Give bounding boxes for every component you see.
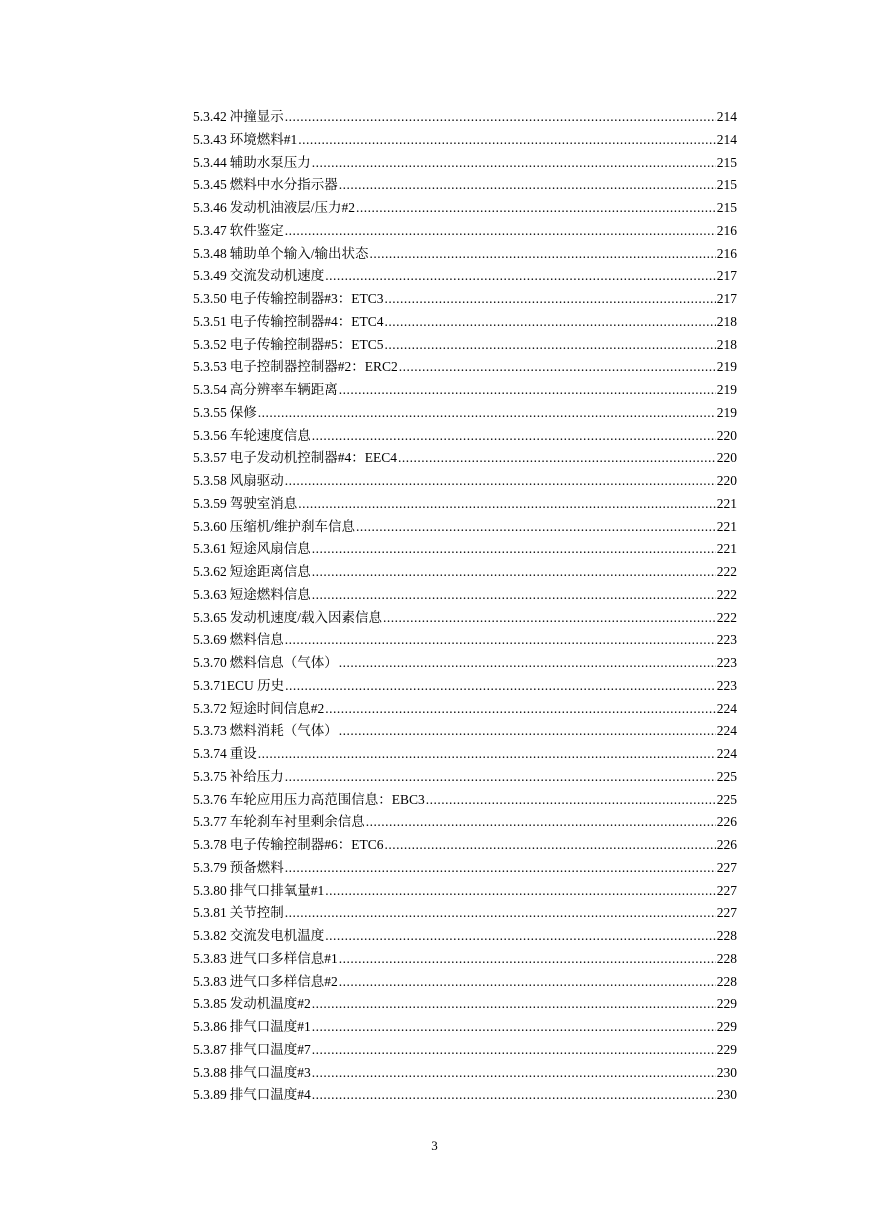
toc-dot-leader [285,857,716,880]
toc-entry-title: 排气口温度#3 [229,1064,311,1080]
toc-entry[interactable] [193,834,737,857]
toc-entry-title: 车轮刹车衬里剩余信息 [229,814,365,830]
toc-entry-page: 223 [716,677,737,693]
toc-entry[interactable] [193,379,737,402]
toc-dot-leader [312,1062,716,1085]
toc-entry-title: 进气口多样信息#1 [229,950,338,966]
toc-entry[interactable] [193,971,737,994]
toc-entry-page: 219 [716,359,737,375]
toc-entry-number: 5.3.51 [193,313,227,329]
toc-entry-number: 5.3.53 [193,359,227,375]
toc-entry[interactable] [193,243,737,266]
toc-entry-page: 222 [716,564,737,579]
toc-entry-number: 5.3.87 [193,1041,227,1057]
toc-dot-leader [285,106,716,129]
toc-entry[interactable] [193,425,737,448]
toc-entry-number: 5.3.80 [193,882,227,898]
toc-entry-page: 221 [716,495,737,511]
toc-dot-leader [298,493,716,516]
toc-entry-number: 5.3.83 [193,950,227,966]
toc-entry-number: 5.3.72 [193,700,227,716]
toc-entry-number: 5.3.57 [193,450,227,466]
toc-dot-leader [325,698,716,721]
toc-entry-title: 燃料信息（气体） [229,655,338,670]
toc-entry[interactable] [193,447,737,470]
toc-entry-title: 高分辨率车辆距离 [229,382,338,397]
toc-entry-page: 226 [716,837,737,852]
toc-entry[interactable] [193,948,737,971]
toc-entry[interactable] [193,174,737,197]
toc-entry-title: 驾驶室消息 [229,495,298,511]
toc-entry-title: 环境燃料#1 [229,131,298,147]
toc-entry-title: 车轮速度信息 [229,427,311,443]
toc-dot-leader [398,447,716,470]
toc-entry-title: 交流发电机温度 [229,928,325,943]
toc-dot-leader [312,538,716,561]
toc-entry-title: 电子传输控制器#3：ETC3 [229,291,384,306]
toc-entry[interactable] [193,766,737,789]
toc-entry-number: 5.3.61 [193,541,227,557]
toc-entry-page: 216 [716,245,737,261]
toc-entry-page: 223 [716,655,737,670]
toc-entry-title: 排气口排氧量#1 [229,882,325,898]
toc-dot-leader [339,948,716,971]
toc-entry-page: 214 [716,109,737,124]
toc-entry-page: 225 [716,768,737,784]
toc-entry-title: 软件鉴定 [229,222,284,238]
toc-entry[interactable] [193,720,737,743]
toc-dot-leader [312,1084,716,1107]
toc-dot-leader [312,993,716,1016]
toc-entry[interactable] [193,334,737,357]
toc-entry[interactable] [193,789,737,812]
toc-entry-page: 226 [716,814,737,830]
toc-entry-number: 5.3.48 [193,245,227,261]
toc-entry[interactable] [193,652,737,675]
toc-entry-page: 215 [716,154,737,170]
toc-entry-number: 5.3.81 [193,905,227,921]
toc-dot-leader [339,720,716,743]
toc-entry-page: 224 [716,746,737,761]
toc-entry-title: ECU 历史 [226,677,285,693]
toc-entry-number: 5.3.74 [193,746,227,761]
toc-entry[interactable] [193,152,737,175]
toc-entry[interactable] [193,811,737,834]
toc-entry[interactable] [193,516,737,539]
toc-entry-number: 5.3.69 [193,632,227,648]
toc-entry[interactable] [193,402,737,425]
toc-entry-number: 5.3.71 [193,677,227,693]
toc-entry-title: 补给压力 [229,768,284,784]
toc-dot-leader [356,516,716,539]
toc-dot-leader [298,129,716,152]
toc-entry-title: 风扇驱动 [229,473,284,488]
toc-dot-leader [356,197,716,220]
toc-entry[interactable] [193,470,737,493]
toc-dot-leader [258,402,716,425]
toc-entry-title: 保修 [229,404,257,420]
toc-dot-leader [312,1039,716,1062]
toc-entry[interactable] [193,1039,737,1062]
toc-entry-number: 5.3.70 [193,655,227,670]
toc-entry[interactable] [193,629,737,652]
toc-entry[interactable] [193,1062,737,1085]
toc-entry-number: 5.3.49 [193,268,227,284]
toc-dot-leader [285,675,716,698]
toc-entry-title: 车轮应用压力高范围信息：EBC3 [229,791,425,807]
toc-entry[interactable] [193,902,737,925]
toc-entry[interactable] [193,493,737,516]
toc-entry-title: 排气口温度#1 [229,1019,311,1034]
toc-entry-number: 5.3.46 [193,200,227,215]
toc-entry[interactable] [193,880,737,903]
toc-dot-leader [385,311,716,334]
toc-dot-leader [285,220,716,243]
toc-entry-page: 228 [716,950,737,966]
toc-entry-number: 5.3.54 [193,382,227,397]
toc-dot-leader [325,880,716,903]
toc-dot-leader [385,288,716,311]
toc-entry[interactable] [193,1084,737,1107]
toc-entry-page: 228 [716,928,737,943]
toc-entry[interactable] [193,220,737,243]
toc-entry-number: 5.3.88 [193,1064,227,1080]
toc-entry-title: 电子控制器控制器#2：ERC2 [229,359,398,375]
toc-entry-page: 229 [716,996,737,1012]
toc-entry-page: 225 [716,791,737,807]
toc-entry-number: 5.3.52 [193,336,227,352]
toc-entry-number: 5.3.78 [193,837,227,852]
toc-entry-page: 222 [716,586,737,602]
toc-entry-page: 220 [716,450,737,466]
toc-entry-title: 燃料信息 [229,632,284,648]
toc-dot-leader [285,766,716,789]
toc-dot-leader [312,425,716,448]
toc-entry-page: 227 [716,905,737,921]
toc-entry[interactable] [193,925,737,948]
toc-entry-title: 交流发动机速度 [229,268,325,284]
toc-entry-number: 5.3.60 [193,518,227,534]
toc-entry-title: 燃料中水分指示器 [229,177,338,193]
toc-entry-title: 发动机速度/载入因素信息 [229,609,383,625]
toc-entry-number: 5.3.45 [193,177,227,193]
toc-entry-title: 关节控制 [229,905,284,921]
toc-dot-leader [339,971,716,994]
toc-entry-page: 215 [716,200,737,215]
toc-entry[interactable] [193,129,737,152]
toc-entry-number: 5.3.50 [193,291,227,306]
toc-dot-leader [339,174,716,197]
toc-entry-page: 217 [716,291,737,306]
toc-entry-page: 230 [716,1087,737,1103]
toc-entry-title: 压缩机/维护刹车信息 [229,518,356,534]
toc-dot-leader [383,607,716,630]
toc-entry-page: 218 [716,336,737,352]
toc-entry-title: 发动机温度#2 [229,996,311,1012]
toc-dot-leader [312,152,716,175]
toc-entry-title: 燃料消耗（气体） [229,723,338,739]
toc-entry-number: 5.3.42 [193,109,227,124]
toc-entry-title: 电子传输控制器#4：ETC4 [229,313,384,329]
toc-entry-page: 224 [716,700,737,716]
toc-entry-title: 电子传输控制器#5：ETC5 [229,336,384,352]
toc-entry-page: 230 [716,1064,737,1080]
toc-entry[interactable] [193,106,737,129]
toc-entry-page: 221 [716,518,737,534]
toc-dot-leader [312,561,716,584]
toc-entry-title: 排气口温度#7 [229,1041,311,1057]
toc-dot-leader [312,1016,716,1039]
toc-entry[interactable] [193,356,737,379]
toc-dot-leader [426,789,716,812]
toc-dot-leader [285,629,716,652]
toc-entry[interactable] [193,584,737,607]
toc-entry-title: 辅助水泵压力 [229,154,311,170]
toc-entry-number: 5.3.47 [193,222,227,238]
toc-entry-number: 5.3.83 [193,973,227,989]
toc-entry-title: 短途时间信息#2 [229,700,325,716]
toc-entry-number: 5.3.86 [193,1019,227,1034]
toc-entry-page: 219 [716,404,737,420]
toc-entry[interactable] [193,288,737,311]
toc-entry[interactable] [193,265,737,288]
toc-entry-page: 227 [716,859,737,875]
toc-entry-number: 5.3.79 [193,859,227,875]
toc-entry[interactable] [193,698,737,721]
toc-entry-number: 5.3.73 [193,723,227,739]
toc-entry[interactable] [193,197,737,220]
toc-entry-page: 217 [716,268,737,284]
toc-entry-number: 5.3.59 [193,495,227,511]
toc-entry-title: 电子发动机控制器#4：EEC4 [229,450,397,466]
toc-dot-leader [385,334,716,357]
toc-dot-leader [385,834,716,857]
toc-entry-page: 216 [716,222,737,238]
toc-entry-page: 229 [716,1019,737,1034]
toc-entry-page: 218 [716,313,737,329]
toc-entry-number: 5.3.58 [193,473,227,488]
toc-entry-page: 227 [716,882,737,898]
toc-dot-leader [312,584,716,607]
toc-dot-leader [258,743,716,766]
toc-entry-title: 发动机油液层/压力#2 [229,200,356,215]
toc-entry-title: 电子传输控制器#6：ETC6 [229,837,384,852]
toc-entry-page: 219 [716,382,737,397]
toc-entry-number: 5.3.44 [193,154,227,170]
toc-entry-number: 5.3.63 [193,586,227,602]
toc-entry-title: 进气口多样信息#2 [229,973,338,989]
toc-entry-title: 重设 [229,746,257,761]
toc-dot-leader [399,356,716,379]
toc-entry-number: 5.3.56 [193,427,227,443]
toc-entry-number: 5.3.62 [193,564,227,579]
toc-entry-page: 220 [716,427,737,443]
toc-entry[interactable] [193,857,737,880]
toc-entry[interactable] [193,743,737,766]
toc-dot-leader [370,243,716,266]
toc-entry-number: 5.3.82 [193,928,227,943]
toc-entry-page: 229 [716,1041,737,1057]
toc-entry-page: 221 [716,541,737,557]
toc-dot-leader [285,902,716,925]
toc-entry-title: 短途风扇信息 [229,541,311,557]
toc-dot-leader [325,265,716,288]
toc-entry-number: 5.3.76 [193,791,227,807]
toc-entry-title: 冲撞显示 [229,109,284,124]
toc-entry-title: 排气口温度#4 [229,1087,311,1103]
toc-dot-leader [339,652,716,675]
toc-entry-number: 5.3.77 [193,814,227,830]
toc-entry-page: 228 [716,973,737,989]
toc-dot-leader [325,925,716,948]
toc-entry-number: 5.3.65 [193,609,227,625]
toc-entry-page: 224 [716,723,737,739]
toc-entry[interactable] [193,675,737,698]
toc-entry[interactable] [193,1016,737,1039]
toc-entry-title: 辅助单个输入/输出状态 [229,245,369,261]
table-of-contents [193,106,737,1107]
toc-dot-leader [339,379,716,402]
toc-entry[interactable] [193,538,737,561]
toc-entry-number: 5.3.89 [193,1087,227,1103]
toc-dot-leader [366,811,716,834]
toc-entry[interactable] [193,561,737,584]
toc-entry-page: 222 [716,609,737,625]
toc-entry-number: 5.3.55 [193,404,227,420]
toc-entry[interactable] [193,311,737,334]
toc-entry[interactable] [193,607,737,630]
toc-entry-page: 220 [716,473,737,488]
toc-entry-title: 预备燃料 [229,859,284,875]
toc-dot-leader [285,470,716,493]
toc-entry-page: 214 [716,131,737,147]
toc-entry-title: 短途距离信息 [229,564,311,579]
toc-entry-title: 短途燃料信息 [229,586,311,602]
toc-entry-page: 223 [716,632,737,648]
toc-entry[interactable] [193,993,737,1016]
toc-entry-number: 5.3.43 [193,131,227,147]
toc-entry-page: 215 [716,177,737,193]
toc-entry-number: 5.3.75 [193,768,227,784]
page-number: 3 [431,1138,438,1153]
toc-entry-number: 5.3.85 [193,996,227,1012]
